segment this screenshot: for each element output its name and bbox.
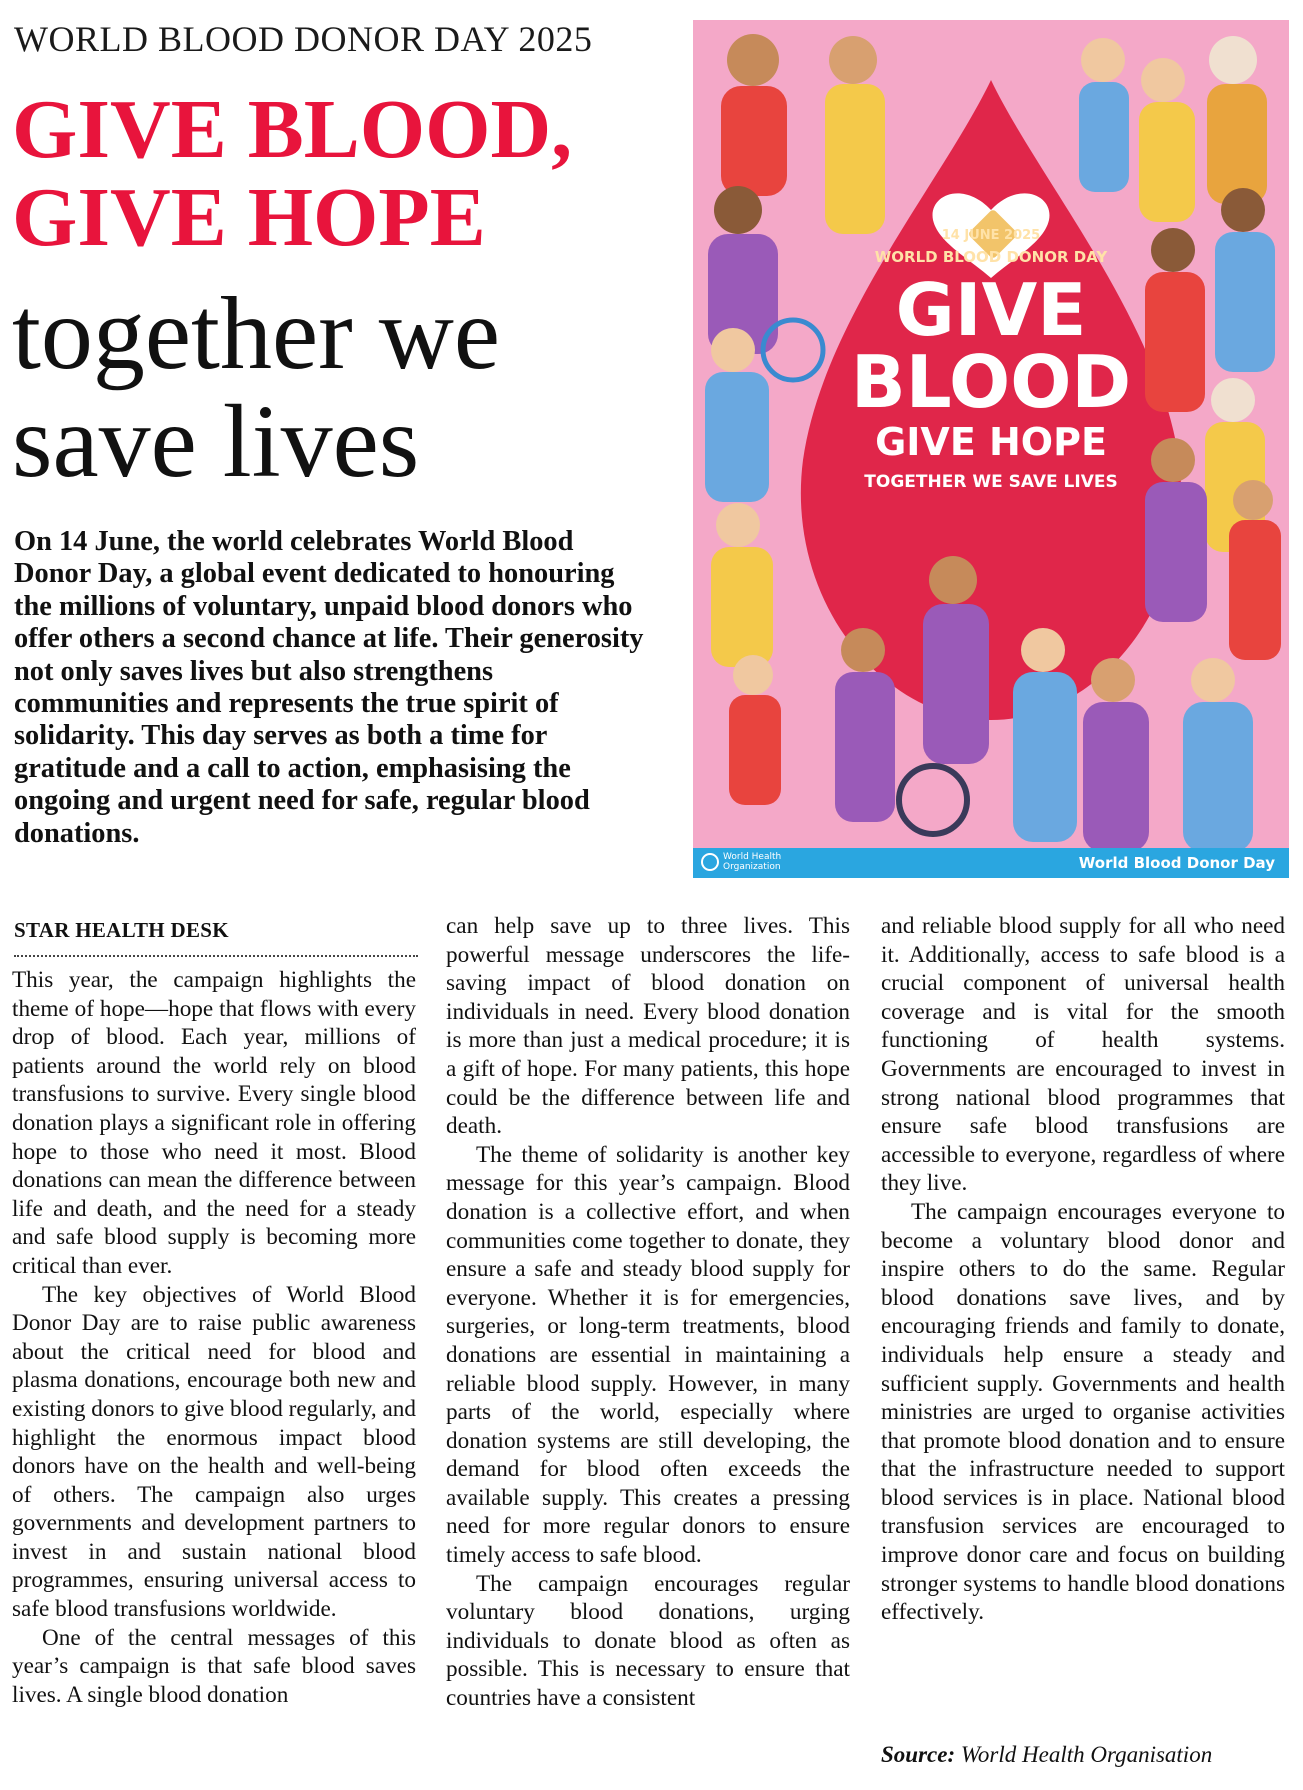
poster-give: GIVE	[895, 268, 1087, 352]
source-credit	[881, 1742, 1212, 1768]
col2-paragraph: The theme of solidarity is another key message for this year’s campaign. Blood donation is a collective effort, and when communities come together to donate, they ensure a safe and steady blood supply for everyone. Whether it is for emergencies, surgeries, or long-term treatments, blood donations are essential in maintaining a reliable blood supply. However, in many parts of the world, especially where donation systems are still developing, the demand for blood often exceeds the available supply. This creates a pressing need for more regular donors to ensure timely access to safe blood.	[446, 1141, 850, 1569]
poster-give-hope: GIVE HOPE	[875, 420, 1107, 464]
headline-line-1: GIVE BLOOD,	[12, 83, 573, 176]
article-column-1	[12, 966, 416, 1709]
headline-line-2: GIVE HOPE	[12, 171, 486, 264]
poster-blood: BLOOD	[850, 340, 1132, 424]
source-label: Source:	[881, 1742, 956, 1767]
intro-paragraph: On 14 June, the world celebrates World Blood Donor Day, a global event dedicated to honouring the millions of voluntary, unpaid blood donors who offer others a second chance at life. Their generosity not only saves lives but also strengthens communities and represents the true spirit of solidarity. This day serves as both a time for gratitude and a call to action, emphasising the ongoing and urgent need for safe, regular blood donations.	[14, 526, 644, 849]
article-column-3	[881, 912, 1285, 1627]
poster-footer-bar	[693, 848, 1289, 878]
col3-paragraph: The campaign encourages everyone to become a voluntary blood donor and inspire others to do the same. Regular blood donations save lives, and by encouraging friends and family to donate, individuals help ensure a steady and sufficient supply. Governments and health ministries are urged to organise activities that promote blood donation and to ensure that the infrastructure needed to support blood services is in place. National blood transfusion services are encouraged to improve donor care and focus on building stronger systems to handle blood donations effectively.	[881, 1198, 1285, 1626]
poster-event: WORLD BLOOD DONOR DAY	[874, 248, 1108, 266]
poster	[693, 20, 1289, 878]
subtitle-line-2: save lives	[12, 384, 420, 499]
kicker: WORLD BLOOD DONOR DAY 2025	[14, 19, 593, 59]
col3-paragraph: and reliable blood supply for all who need it. Additionally, access to safe blood is a crucial component of universal health coverage and is vital for the smooth functioning of health systems. Governments are encouraged to invest in strong national blood programmes that ensure safe blood transfusions are accessible to everyone, regardless of where they live.	[881, 913, 1285, 1197]
who-logo-icon	[701, 853, 719, 871]
col1-paragraph: One of the central messages of this year’s campaign is that safe blood saves lives. A single blood donation	[12, 1624, 416, 1708]
wbd-label: World Blood Donor Day	[1078, 854, 1275, 872]
byline: STAR HEALTH DESK	[14, 918, 418, 957]
poster-date: 14 JUNE 2025	[941, 228, 1041, 243]
headline-subtitle	[12, 276, 672, 499]
col1-paragraph: The key objectives of World Blood Donor Day are to raise public awareness about the critical need for blood and plasma donations, encourage both new and existing donors to give blood regularly, and highlight the enormous impact blood donors have on the health and well-being of others. The campaign also urges governments and development partners to invest in and sustain national blood programmes, ensuring universal access to safe blood transfusions worldwide.	[12, 1281, 416, 1623]
poster-together: TOGETHER WE SAVE LIVES	[864, 472, 1118, 492]
col2-paragraph: The campaign encourages regular voluntary blood donations, urging individuals to donate blood as often as possible. This is necessary to ensure that countries have a consistent	[446, 1570, 850, 1712]
col1-paragraph: This year, the campaign highlights the theme of hope—hope that flows with every drop of blood. Each year, millions of patients around the world rely on blood transfusions to survive. Every single blood donation plays a significant role in offering hope to those who need it most. Blood donations can mean the difference between life and death, and the need for a steady and safe blood supply is becoming more critical than ever.	[12, 967, 416, 1279]
col2-paragraph: can help save up to three lives. This powerful message underscores the life-saving impact of blood donation on individuals in need. Every blood donation is more than just a medical procedure; it is a gift of hope. For many patients, this hope could be the difference between life and death.	[446, 913, 850, 1140]
subtitle-line-1: together we	[12, 276, 501, 391]
source-value: World Health Organisation	[960, 1742, 1213, 1767]
headline-red	[12, 83, 672, 264]
article-column-2	[446, 912, 850, 1713]
who-label: World Health Organization	[723, 852, 782, 872]
